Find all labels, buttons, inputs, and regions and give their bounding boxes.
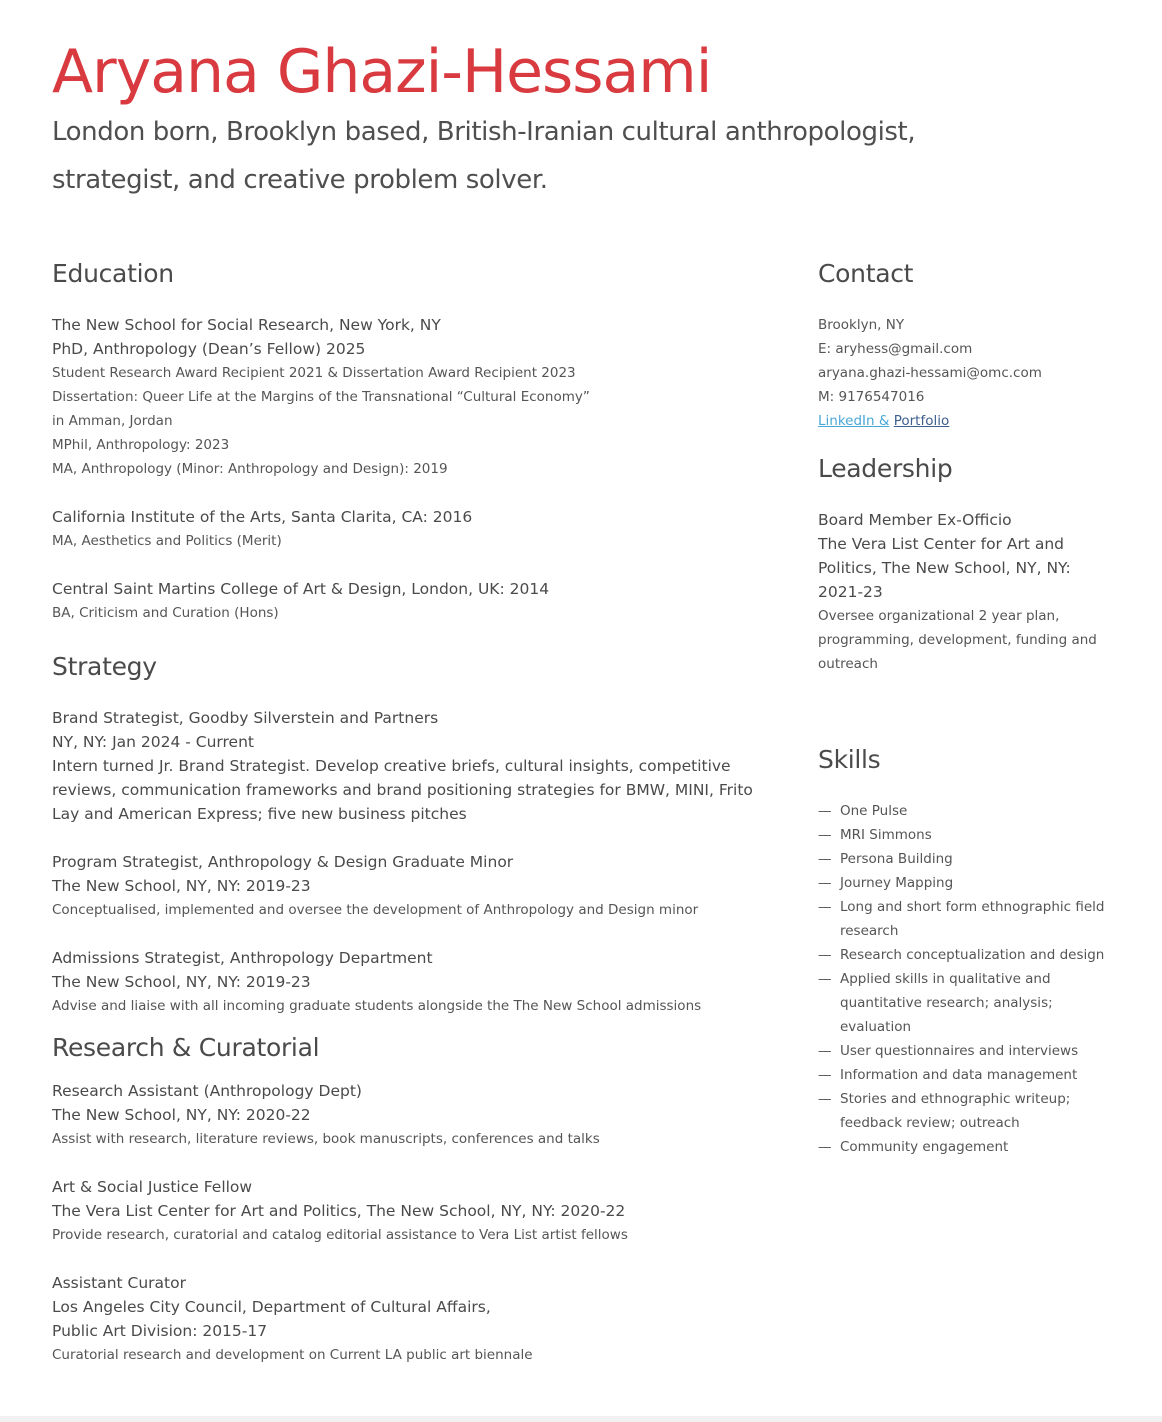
- degree: BA, Criticism and Curation (Hons): [52, 605, 279, 621]
- research-heading: Research & Curatorial: [52, 1033, 320, 1062]
- award-text: Student Research Award Recipient 2021 & Dissertation Award Recipient 2023: [52, 365, 576, 381]
- skill-label: Stories and ethnographic writeup; feedback review; outreach: [840, 1091, 1071, 1131]
- tagline: London born, Brooklyn based, British-Iranian cultural anthropologist, strategist, and creative problem solver.: [52, 117, 916, 195]
- contact-city: Brooklyn, NY: [818, 317, 905, 333]
- job-location: The New School, NY, NY: 2019-23: [52, 877, 311, 895]
- dash-bullet: —: [818, 1067, 832, 1083]
- skill-label: One Pulse: [840, 803, 908, 819]
- leadership-role: Board Member Ex-Officio: [818, 511, 1012, 529]
- skill-label: User questionnaires and interviews: [840, 1043, 1079, 1059]
- leadership-entry: [818, 508, 1118, 676]
- job-location-line-1: Los Angeles City Council, Department of Cultural Affairs,: [52, 1298, 491, 1316]
- job-role: Research Assistant (Anthropology Dept): [52, 1082, 362, 1100]
- strategy-section: [52, 645, 772, 1018]
- skills-section: [818, 738, 1118, 1159]
- education-calarts: [52, 505, 772, 553]
- skills-list: [818, 799, 1118, 1159]
- right-column: [818, 252, 1118, 1159]
- skill-label: Applied skills in qualitative and quantitative research; analysis; evaluation: [840, 971, 1053, 1035]
- leadership-organization: The Vera List Center for Art and Politics, The New School, NY, NY: 2021-23: [818, 535, 1071, 601]
- contact-heading: Contact: [818, 259, 914, 288]
- dash-bullet: —: [818, 803, 832, 819]
- skill-label: Journey Mapping: [840, 875, 954, 891]
- job-location: The New School, NY, NY: 2020-22: [52, 1106, 311, 1124]
- job-description: Intern turned Jr. Brand Strategist. Develop creative briefs, cultural insights, competitive reviews, communication frameworks and brand positioning strategies for BMW, MINI, Frito Lay and American Express; five new business pitches: [52, 757, 753, 823]
- job-brand-strategist: [52, 706, 772, 826]
- job-location-line-2: Public Art Division: 2015-17: [52, 1322, 268, 1340]
- dash-bullet: —: [818, 971, 832, 987]
- institution-name: Central Saint Martins College of Art & Design, London, UK: 2014: [52, 580, 550, 598]
- education-csm: [52, 577, 772, 625]
- dash-bullet: —: [818, 827, 832, 843]
- dash-bullet: —: [818, 875, 832, 891]
- skill-item: [818, 799, 1118, 823]
- research-section: [52, 1026, 772, 1367]
- dash-bullet: —: [818, 1091, 832, 1107]
- skill-label: Community engagement: [840, 1139, 1009, 1155]
- contact-email-work: aryana.ghazi-hessami@omc.com: [818, 365, 1042, 381]
- skill-item: [818, 967, 1118, 1039]
- institution-name: The New School for Social Research, New York, NY: [52, 316, 441, 334]
- skill-item: [818, 1135, 1118, 1159]
- education-new-school: [52, 313, 772, 481]
- skill-item: [818, 1087, 1118, 1135]
- contact-section: [818, 252, 1118, 433]
- dash-bullet: —: [818, 947, 832, 963]
- dash-bullet: —: [818, 851, 832, 867]
- skill-label: Persona Building: [840, 851, 953, 867]
- job-program-strategist: [52, 850, 772, 922]
- job-description: Conceptualised, implemented and oversee the development of Anthropology and Design minor: [52, 902, 699, 918]
- job-role: Brand Strategist, Goodby Silverstein and Partners: [52, 709, 439, 727]
- job-assistant-curator: [52, 1271, 772, 1367]
- degree: MA, Aesthetics and Politics (Merit): [52, 533, 282, 549]
- skill-label: Long and short form ethnographic field research: [840, 899, 1105, 939]
- dash-bullet: —: [818, 1139, 832, 1155]
- job-location: The Vera List Center for Art and Politics, The New School, NY, NY: 2020-22: [52, 1202, 626, 1220]
- skill-item: [818, 871, 1118, 895]
- skills-heading: Skills: [818, 745, 881, 774]
- job-description: Assist with research, literature reviews, book manuscripts, conferences and talks: [52, 1131, 600, 1147]
- skill-item: [818, 823, 1118, 847]
- contact-links: [818, 409, 1118, 433]
- job-art-social-justice-fellow: [52, 1175, 772, 1247]
- job-role: Program Strategist, Anthropology & Design Graduate Minor: [52, 853, 514, 871]
- leadership-description: Oversee organizational 2 year plan, programming, development, funding and outreach: [818, 608, 1097, 672]
- job-admissions-strategist: [52, 946, 772, 1018]
- education-section: [52, 252, 772, 625]
- job-location: The New School, NY, NY: 2019-23: [52, 973, 311, 991]
- skill-item: [818, 847, 1118, 871]
- ma-degree: MA, Anthropology (Minor: Anthropology and Design): 2019: [52, 461, 448, 477]
- skill-label: Information and data management: [840, 1067, 1078, 1083]
- contact-email-personal: E: aryhess@gmail.com: [818, 341, 973, 357]
- skill-item: [818, 943, 1118, 967]
- job-description: Curatorial research and development on Current LA public art biennale: [52, 1347, 533, 1363]
- leadership-heading: Leadership: [818, 454, 953, 483]
- linkedin-link[interactable]: LinkedIn &: [818, 413, 890, 429]
- page-bottom-edge: [0, 1416, 1162, 1422]
- dissertation-line-1: Dissertation: Queer Life at the Margins of the Transnational “Cultural Economy”: [52, 389, 590, 405]
- job-role: Admissions Strategist, Anthropology Department: [52, 949, 433, 967]
- person-name: Aryana Ghazi-Hessami: [52, 37, 712, 107]
- skill-label: Research conceptualization and design: [840, 947, 1105, 963]
- skill-item: [818, 1063, 1118, 1087]
- dash-bullet: —: [818, 1043, 832, 1059]
- leadership-section: [818, 447, 1118, 676]
- job-role: Art & Social Justice Fellow: [52, 1178, 253, 1196]
- job-location: NY, NY: Jan 2024 - Current: [52, 733, 254, 751]
- job-description: Provide research, curatorial and catalog editorial assistance to Vera List artist fellows: [52, 1227, 628, 1243]
- job-role: Assistant Curator: [52, 1274, 186, 1292]
- degree: PhD, Anthropology (Dean’s Fellow) 2025: [52, 340, 366, 358]
- contact-phone: M: 9176547016: [818, 389, 925, 405]
- skill-item: [818, 895, 1118, 943]
- education-heading: Education: [52, 259, 174, 288]
- left-column: [52, 252, 772, 1367]
- contact-details: [818, 313, 1118, 433]
- dissertation-line-2: in Amman, Jordan: [52, 413, 173, 429]
- job-research-assistant: [52, 1079, 772, 1151]
- dash-bullet: —: [818, 899, 832, 915]
- skill-item: [818, 1039, 1118, 1063]
- skill-label: MRI Simmons: [840, 827, 932, 843]
- job-description: Advise and liaise with all incoming graduate students alongside the The New School admissions: [52, 998, 702, 1014]
- mphil-degree: MPhil, Anthropology: 2023: [52, 437, 230, 453]
- portfolio-link[interactable]: Portfolio: [893, 413, 950, 429]
- strategy-heading: Strategy: [52, 652, 157, 681]
- institution-name: California Institute of the Arts, Santa Clarita, CA: 2016: [52, 508, 473, 526]
